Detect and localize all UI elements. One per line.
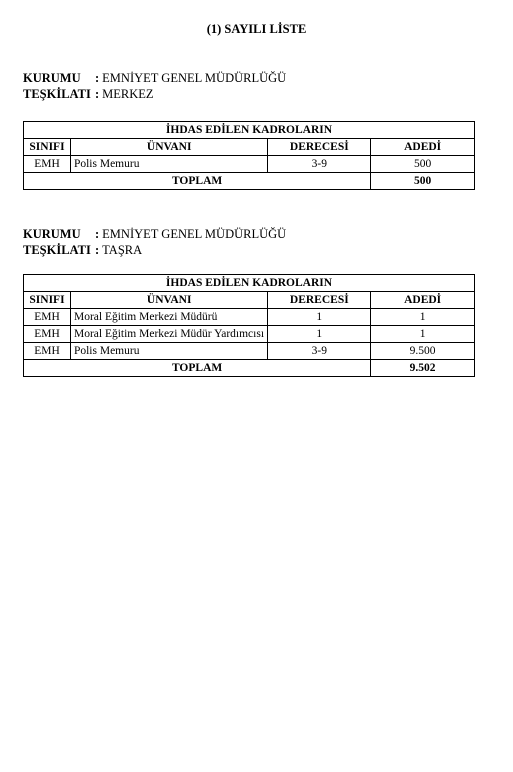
col-header-unvani: ÜNVANI	[70, 292, 267, 309]
col-header-sinifi: SINIFI	[24, 292, 71, 309]
total-label: TOPLAM	[24, 360, 371, 377]
cell-derecesi: 1	[268, 326, 371, 343]
total-label: TOPLAM	[24, 173, 371, 190]
separator: :	[95, 243, 100, 257]
page-title: (1) SAYILI LİSTE	[206, 22, 307, 36]
col-header-adedi: ADEDİ	[371, 292, 475, 309]
table-caption: İHDAS EDİLEN KADROLARIN	[24, 122, 475, 139]
cell-unvani: Moral Eğitim Merkezi Müdürü	[70, 309, 267, 326]
cell-unvani: Moral Eğitim Merkezi Müdür Yardımcısı	[70, 326, 267, 343]
cell-sinifi: EMH	[24, 156, 71, 173]
col-header-sinifi: SINIFI	[24, 139, 71, 156]
col-header-adedi: ADEDİ	[371, 139, 475, 156]
cell-derecesi: 1	[268, 309, 371, 326]
total-row	[24, 173, 475, 190]
kurumu-value: EMNİYET GENEL MÜDÜRLÜĞÜ	[102, 227, 287, 241]
col-header-derecesi: DERECESİ	[268, 292, 371, 309]
table-header-row	[24, 292, 475, 309]
cell-derecesi: 3-9	[268, 343, 371, 360]
total-value: 500	[371, 173, 475, 190]
teskilati-label: TEŞKİLATI	[23, 243, 91, 257]
cadre-table-tasra	[23, 274, 475, 377]
table-header-row	[24, 139, 475, 156]
separator: :	[95, 87, 100, 101]
table-row	[24, 309, 475, 326]
total-row	[24, 360, 475, 377]
cell-derecesi: 3-9	[268, 156, 371, 173]
total-value: 9.502	[371, 360, 475, 377]
col-header-unvani: ÜNVANI	[70, 139, 267, 156]
cell-unvani: Polis Memuru	[70, 156, 267, 173]
kurumu-value: EMNİYET GENEL MÜDÜRLÜĞÜ	[102, 71, 287, 85]
teskilati-value: TAŞRA	[102, 243, 143, 257]
teskilati-label: TEŞKİLATI	[23, 87, 91, 101]
table-row	[24, 343, 475, 360]
cell-adedi: 9.500	[371, 343, 475, 360]
cell-adedi: 1	[371, 326, 475, 343]
cadre-table-merkez	[23, 121, 475, 190]
table-row	[24, 156, 475, 173]
cell-sinifi: EMH	[24, 326, 71, 343]
table-row	[24, 326, 475, 343]
cell-unvani: Polis Memuru	[70, 343, 267, 360]
table-caption: İHDAS EDİLEN KADROLARIN	[24, 275, 475, 292]
separator: :	[95, 71, 100, 85]
cell-adedi: 500	[371, 156, 475, 173]
cell-adedi: 1	[371, 309, 475, 326]
col-header-derecesi: DERECESİ	[268, 139, 371, 156]
kurumu-label: KURUMU	[23, 227, 81, 241]
separator: :	[95, 227, 100, 241]
section-1-meta	[23, 70, 286, 102]
section-2-meta	[23, 226, 286, 258]
cell-sinifi: EMH	[24, 309, 71, 326]
cell-sinifi: EMH	[24, 343, 71, 360]
teskilati-value: MERKEZ	[102, 87, 154, 101]
kurumu-label: KURUMU	[23, 71, 81, 85]
